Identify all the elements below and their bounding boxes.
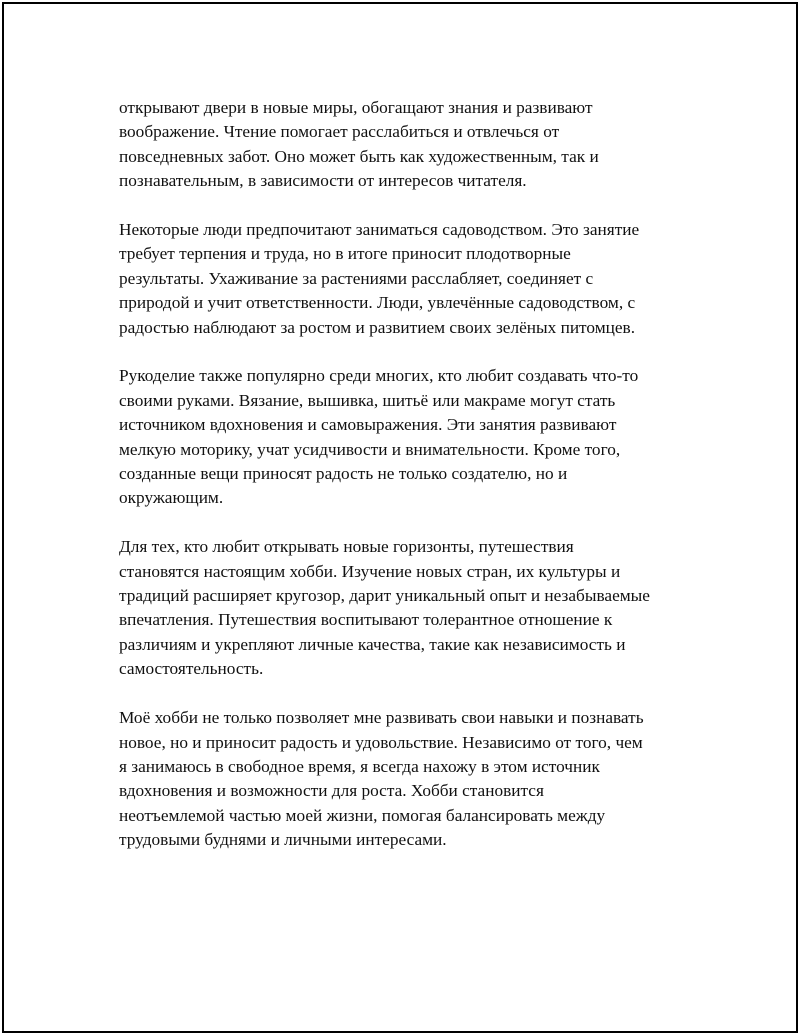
- text-line: традиций расширяет кругозор, дарит уникальный опыт и незабываемые: [119, 586, 650, 606]
- document-page: [2, 2, 798, 1033]
- document-body: [119, 96, 694, 877]
- text-line: познавательным, в зависимости от интересов читателя.: [119, 171, 527, 191]
- text-line: требует терпения и труда, но в итоге приносит плодотворные: [119, 244, 571, 264]
- text-line: трудовыми буднями и личными интересами.: [119, 830, 447, 850]
- paragraph-travel: [119, 535, 694, 681]
- text-line: впечатления. Путешествия воспитывают толерантное отношение к: [119, 610, 613, 630]
- paragraph-conclusion: [119, 706, 694, 852]
- text-line: воображение. Чтение помогает расслабиться и отвлечься от: [119, 122, 560, 142]
- text-line: Моё хобби не только позволяет мне развивать свои навыки и познавать: [119, 708, 644, 728]
- text-line: Рукоделие также популярно среди многих, кто любит создавать что-то: [119, 366, 639, 386]
- text-line: неотъемлемой частью моей жизни, помогая балансировать между: [119, 805, 606, 825]
- text-line: повседневных забот. Оно может быть как художественным, так и: [119, 146, 599, 166]
- paragraph-reading: [119, 96, 694, 194]
- text-line: результаты. Ухаживание за растениями расслабляет, соединяет с: [119, 268, 594, 288]
- text-line: я занимаюсь в свободное время, я всегда нахожу в этом источник: [119, 756, 600, 776]
- text-line: своими руками. Вязание, вышивка, шитьё или макраме могут стать: [119, 390, 616, 410]
- text-line: радостью наблюдают за ростом и развитием своих зелёных питомцев.: [119, 317, 636, 337]
- paragraph-handicraft: [119, 364, 694, 510]
- text-line: созданные вещи приносят радость не только создателю, но и: [119, 464, 568, 484]
- text-line: новое, но и приносит радость и удовольствие. Независимо от того, чем: [119, 732, 643, 752]
- text-line: природой и учит ответственности. Люди, увлечённые садоводством, с: [119, 293, 636, 313]
- text-line: Для тех, кто любит открывать новые горизонты, путешествия: [119, 537, 574, 557]
- text-line: самостоятельность.: [119, 659, 264, 679]
- paragraph-gardening: [119, 218, 694, 340]
- text-line: вдохновения и возможности для роста. Хобби становится: [119, 781, 544, 801]
- text-line: окружающим.: [119, 488, 224, 508]
- text-line: открывают двери в новые миры, обогащают знания и развивают: [119, 98, 593, 117]
- text-line: Некоторые люди предпочитают заниматься садоводством. Это занятие: [119, 220, 640, 240]
- text-line: различиям и укрепляют личные качества, такие как независимость и: [119, 634, 626, 654]
- text-line: становятся настоящим хобби. Изучение новых стран, их культуры и: [119, 561, 621, 581]
- text-line: источником вдохновения и самовыражения. Эти занятия развивают: [119, 415, 617, 435]
- text-line: мелкую моторику, учат усидчивости и внимательности. Кроме того,: [119, 439, 621, 459]
